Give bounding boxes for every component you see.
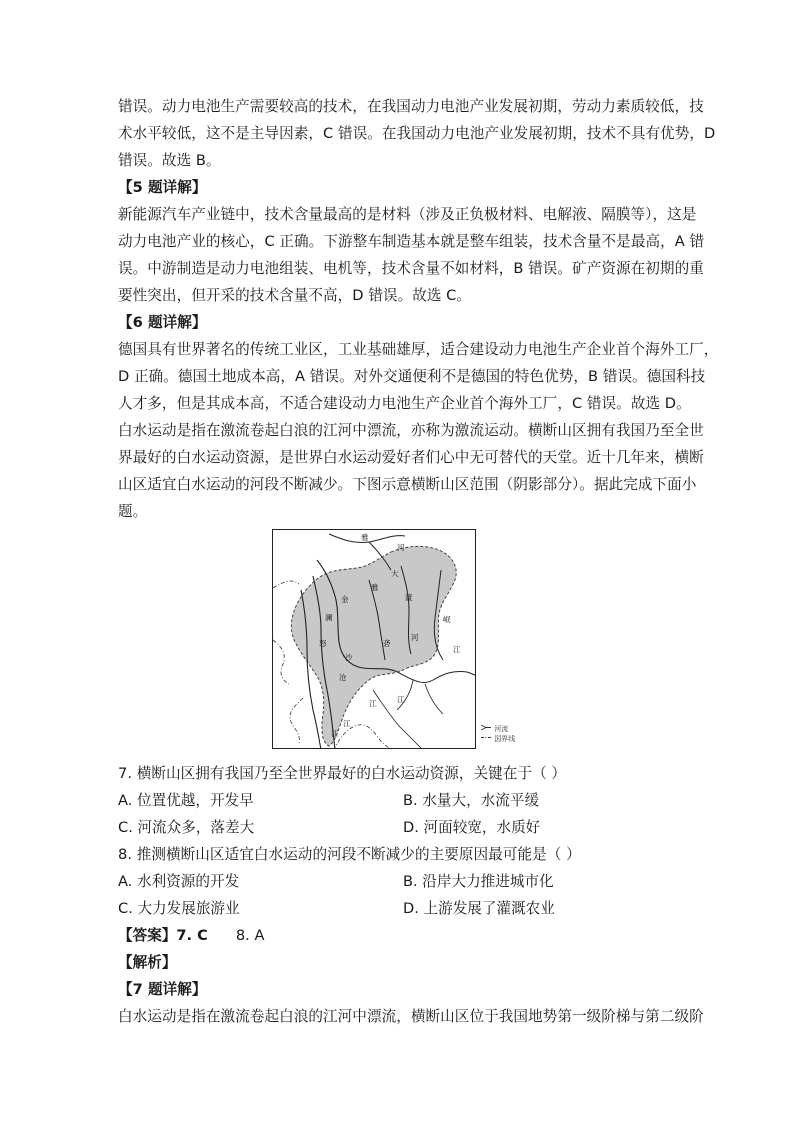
- map-label: 雅: [371, 583, 379, 592]
- river-symbol-icon: [480, 724, 492, 731]
- paragraph-line: 错误。故选 B。: [118, 152, 221, 169]
- legend-river: [480, 724, 515, 734]
- q7-option-d[interactable]: D. 河面较宽，水质好: [403, 819, 541, 836]
- map-label: 澜: [325, 613, 333, 622]
- map-label: 金: [341, 595, 349, 604]
- map-label: 沧: [339, 673, 347, 682]
- map-legend: [480, 724, 515, 744]
- map-label: 江: [369, 699, 377, 708]
- q8-options-row-1: [118, 868, 678, 895]
- paragraph-line: 人才多，但是其成本高，不适合建设动力电池生产企业首个海外工厂，C 错误。故选 D。: [118, 395, 691, 412]
- legend-border-label: 国界线: [494, 735, 516, 743]
- map-svg: [273, 530, 476, 749]
- q5-heading: 【5 题详解】: [118, 179, 207, 196]
- map-label: 沙: [345, 653, 353, 662]
- paragraph-line: 德国具有世界著名的传统工业区，工业基础雄厚，适合建设动力电池生产企业首个海外工厂，: [118, 341, 719, 358]
- paragraph-line: 要性突出，但开采的技术含量不高，D 错误。故选 C。: [118, 287, 472, 304]
- border-symbol-icon: [480, 734, 492, 741]
- legend-border: [480, 734, 515, 744]
- map-label: 渡: [405, 593, 413, 602]
- answer-label: 【答案】7. C: [118, 927, 208, 944]
- q8-option-b[interactable]: B. 沿岸大力推进城市化: [403, 873, 554, 890]
- map-figure: [118, 529, 678, 756]
- paragraph-line: D 正确。德国土地成本高，A 错误。对外交通便利不是德国的特色优势，B 错误。德国科技: [118, 368, 706, 385]
- answer-second: 8. A: [235, 927, 265, 944]
- border-line: [333, 725, 393, 749]
- q7-option-c[interactable]: C. 河流众多，落差大: [118, 819, 255, 836]
- q7-options-row-1: [118, 787, 678, 814]
- q6-heading: 【6 题详解】: [118, 314, 207, 331]
- map-label: 雅: [361, 533, 369, 542]
- q8-option-d[interactable]: D. 上游发展了灌溉农业: [403, 900, 555, 917]
- map-label: 砻: [383, 639, 391, 648]
- q7-option-a[interactable]: A. 位置优越，开发早: [118, 792, 254, 809]
- intro-line: 题。: [118, 503, 148, 520]
- intro-line: 白水运动是指在激流卷起白浪的江河中漂流，亦称为激流运动。横断山区拥有我国乃至全世: [118, 422, 704, 439]
- q7-options-row-2: [118, 814, 678, 841]
- paragraph-line: 术水平较低，这不是主导因素，C 错误。在我国动力电池产业发展初期，技术不具有优势，D: [118, 125, 716, 142]
- map-label: 江: [331, 729, 339, 738]
- q7-stem: 7. 横断山区拥有我国乃至全世界最好的白水运动资源，关键在于（ ）: [118, 765, 567, 782]
- map-label: 江: [343, 719, 351, 728]
- q8-options-row-2: [118, 895, 678, 922]
- document-content: [118, 93, 719, 1030]
- paragraph-line: 新能源汽车产业链中，技术含量最高的是材料（涉及正负极材料、电解液、隔膜等），这是: [118, 206, 697, 223]
- map-label: 怒: [319, 639, 327, 648]
- map-label: 岷: [443, 615, 451, 624]
- analysis-heading: 【解析】: [118, 954, 177, 971]
- intro-line: 山区适宜白水运动的河段不断减少。下图示意横断山区范围（阴影部分）。据此完成下面小: [118, 476, 697, 493]
- legend-river-label: 河流: [494, 725, 509, 733]
- map-label: 大: [391, 569, 399, 578]
- map-label: 江: [397, 695, 405, 704]
- q7-option-b[interactable]: B. 水量大，水流平缓: [403, 792, 540, 809]
- hengduan-map: [272, 529, 476, 749]
- q7-heading: 【7 题详解】: [118, 981, 207, 998]
- river-yangtze-east: [401, 671, 476, 682]
- q8-stem: 8. 推测横断山区适宜白水运动的河段不断减少的主要原因最可能是（ ）: [118, 846, 581, 863]
- paragraph-line: 错误。动力电池生产需要较高的技术，在我国动力电池产业发展初期，劳动力素质较低，技: [118, 98, 704, 115]
- paragraph-line: 白水运动是指在激流卷起白浪的江河中漂流，横断山区位于我国地势第一级阶梯与第二级阶: [118, 1008, 704, 1025]
- q8-option-a[interactable]: A. 水利资源的开发: [118, 873, 240, 890]
- intro-line: 界最好的白水运动资源，是世界白水运动爱好者们心中无可替代的天堂。近十几年来，横断: [118, 449, 704, 466]
- map-label: 河: [411, 633, 419, 642]
- q8-option-c[interactable]: C. 大力发展旅游业: [118, 900, 240, 917]
- map-label: 江: [453, 645, 461, 654]
- answer-line: [118, 922, 678, 949]
- paragraph-line: 动力电池产业的核心，C 正确。下游整车制造基本就是整车组装，技术含量不是最高，A 错: [118, 233, 705, 250]
- hengduan-region-shade: [291, 546, 456, 746]
- map-label: 河: [397, 543, 405, 552]
- paragraph-line: 误。中游制造是动力电池组装、电机等，技术含量不如材料，B 错误。矿产资源在初期的重: [118, 260, 704, 277]
